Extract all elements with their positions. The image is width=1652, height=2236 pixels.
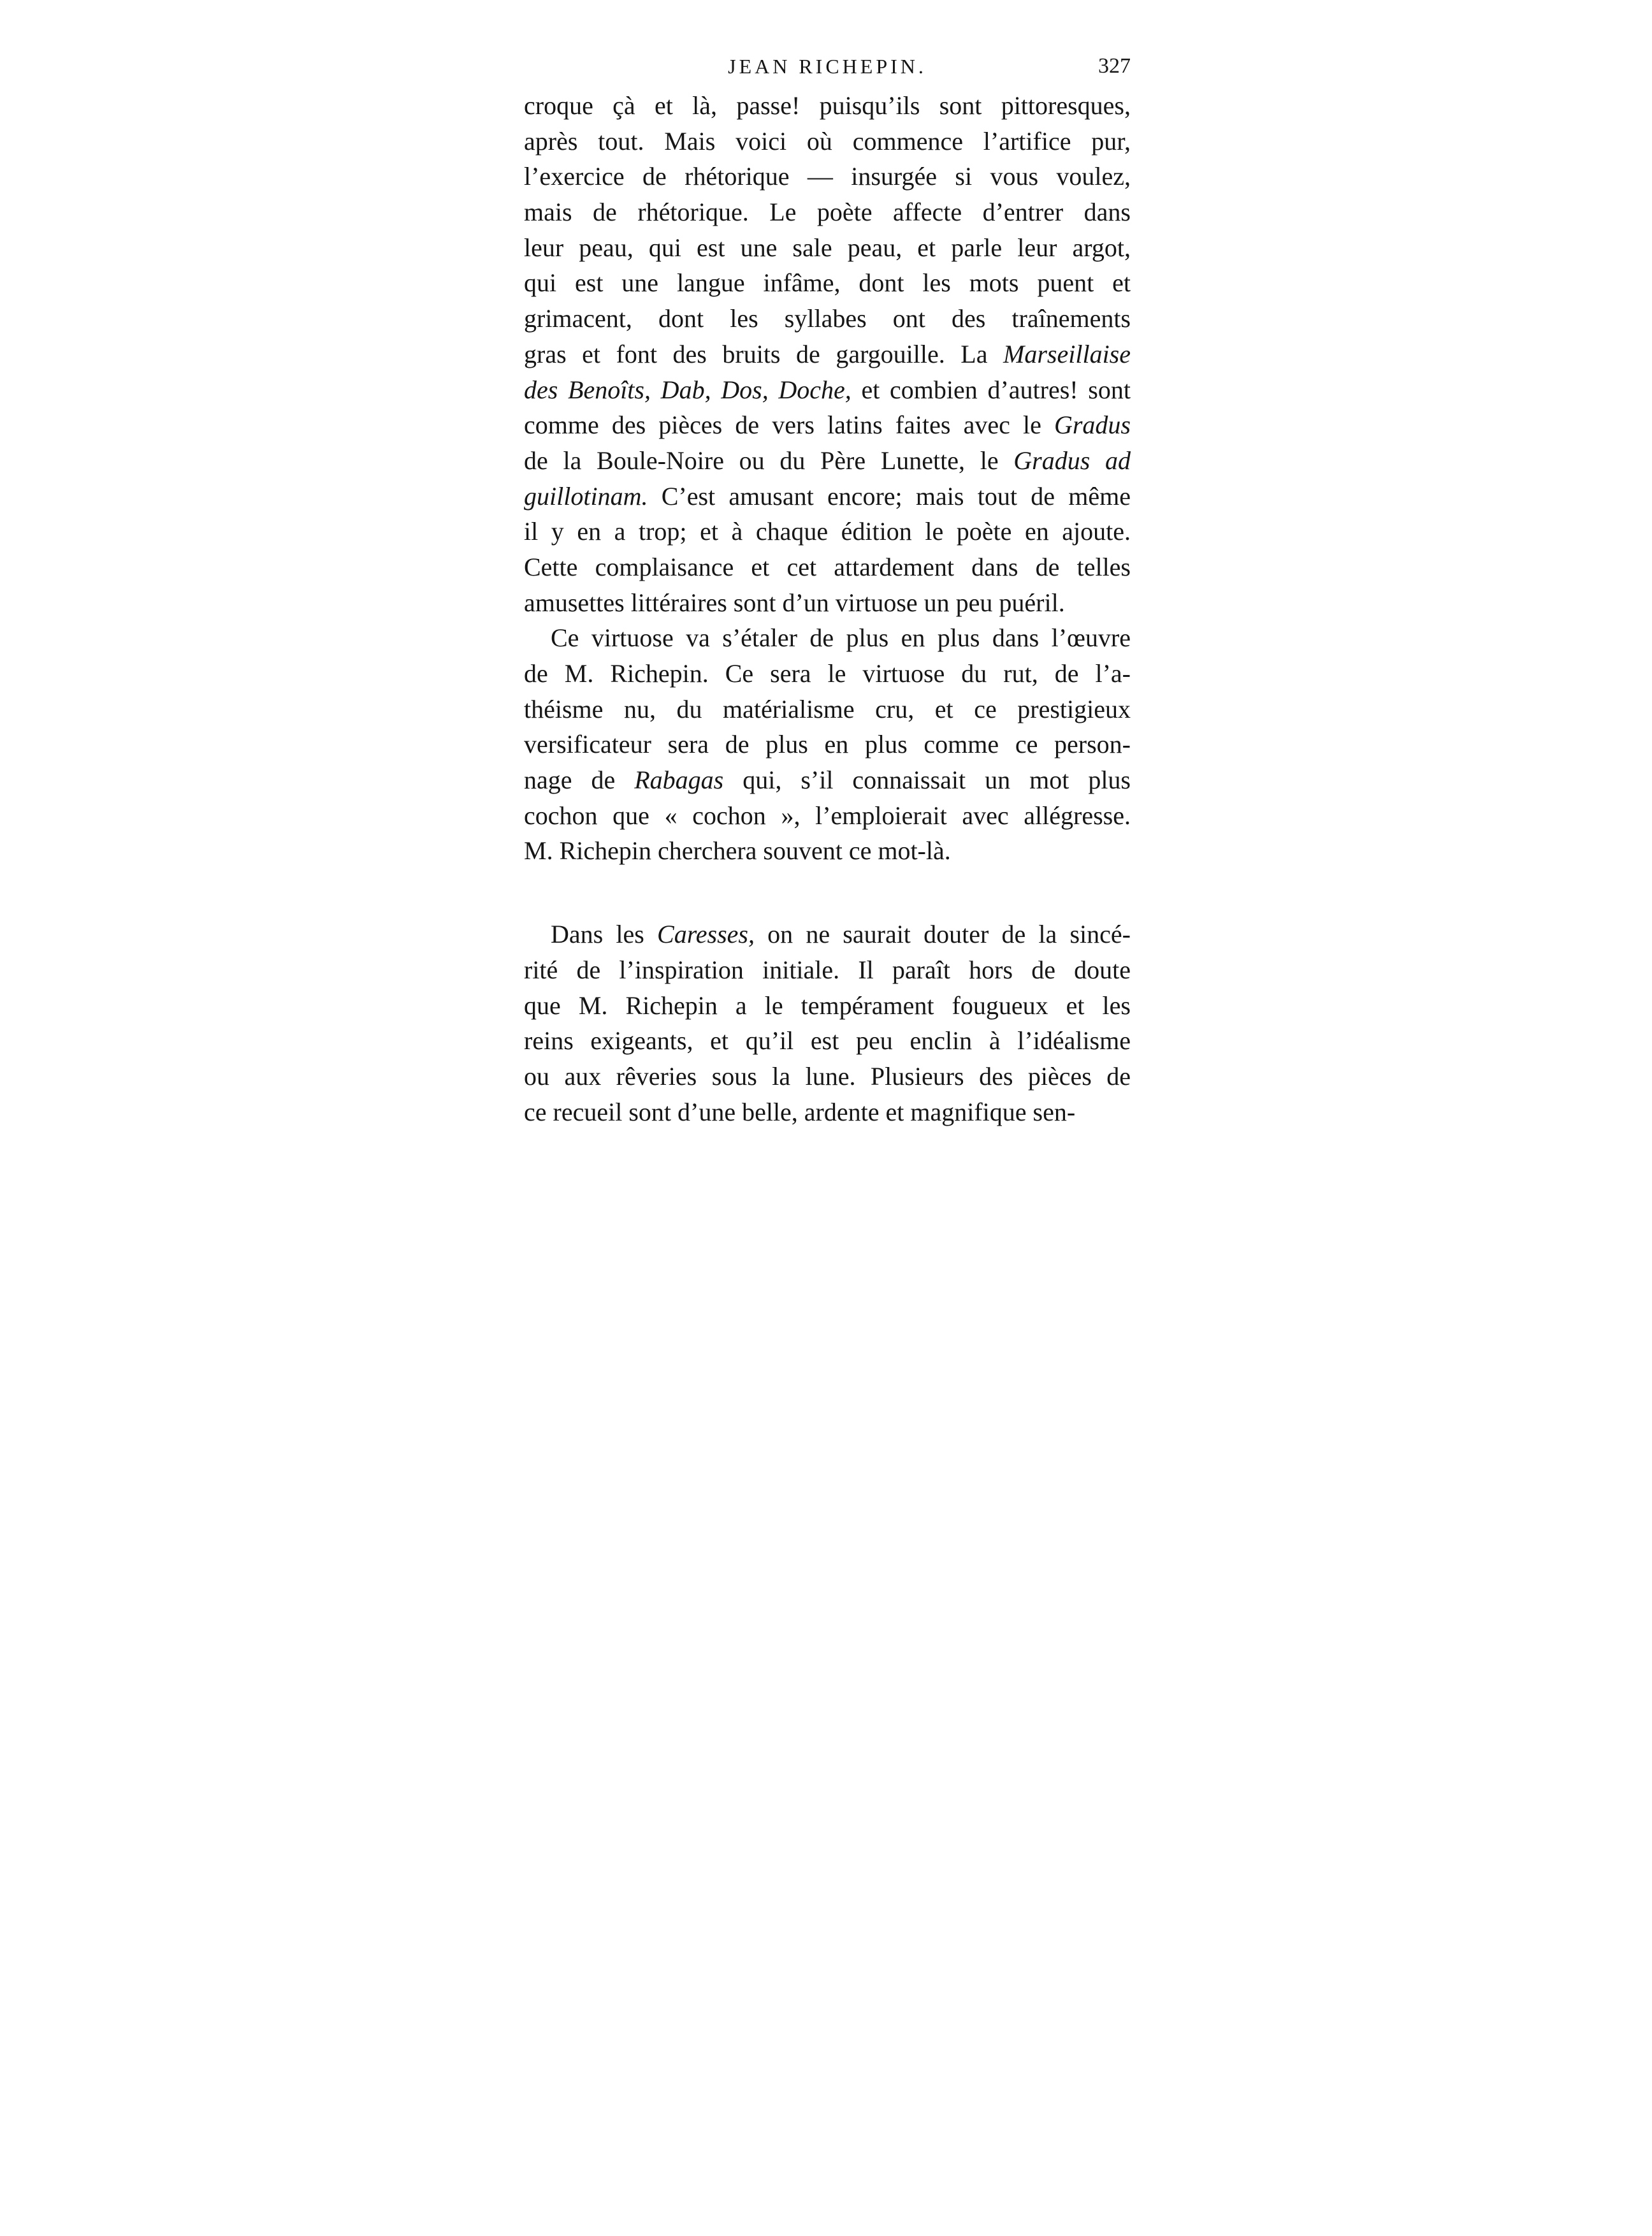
text-segment: amusettes littéraires sont d’un virtuose un peu puéril. xyxy=(524,588,1065,617)
text-line xyxy=(524,917,1131,952)
text-line xyxy=(524,443,1131,479)
text-segment: leur peau, qui est une sale peau, et parle leur argot, xyxy=(524,233,1131,262)
text-segment: grimacent, dont les syllabes ont des traînements xyxy=(524,304,1131,333)
italic-text: Rabagas xyxy=(634,766,724,795)
text-line xyxy=(524,124,1131,159)
text-segment: M. Richepin cherchera souvent ce mot-là. xyxy=(524,836,951,866)
text-line xyxy=(524,88,1131,124)
text-line xyxy=(524,620,1131,656)
italic-text: Gradus xyxy=(1054,410,1131,440)
text-segment: théisme nu, du matérialisme cru, et ce prestigieux xyxy=(524,694,1131,723)
text-line xyxy=(524,1059,1131,1094)
text-segment: Cette complaisance et cet attardement dans de telles xyxy=(524,552,1131,581)
text-segment: il y en a trop; et à chaque édition le poète en ajoute. xyxy=(524,517,1131,546)
text-segment: que M. Richepin a le tempérament fougueux et les xyxy=(524,991,1131,1020)
text-segment: après tout. Mais voici où commence l’artifice pur, xyxy=(524,126,1131,156)
text-segment: de la Boule-Noire ou du Père Lunette, le xyxy=(524,446,1014,475)
text-segment: nage de xyxy=(524,766,635,795)
text-line xyxy=(524,265,1131,301)
text-segment: Ce virtuose va s’étaler de plus en plus dans l’œuvre xyxy=(551,623,1131,653)
text-segment: comme des pièces de vers latins faites avec le xyxy=(524,410,1054,440)
text-line xyxy=(524,230,1131,266)
text-line xyxy=(524,656,1131,692)
text-segment: l’exercice de rhétorique — insurgée si vous voulez, xyxy=(524,162,1131,191)
paragraph xyxy=(524,88,1131,620)
text-segment: on ne saurait douter de la sincé- xyxy=(754,920,1131,949)
text-segment: croque çà et là, passe! puisqu’ils sont pittoresques, xyxy=(524,91,1131,120)
italic-text: Marseillaise xyxy=(1003,339,1131,368)
italic-text: des Benoîts, Dab, Dos, Doche, xyxy=(524,375,851,404)
text-line xyxy=(524,585,1131,621)
text-line xyxy=(524,514,1131,549)
text-segment: mais de rhétorique. Le poète affecte d’entrer dans xyxy=(524,198,1131,227)
text-line xyxy=(524,833,1131,869)
text-line xyxy=(524,952,1131,988)
text-segment: ou aux rêveries sous la lune. Plusieurs des pièces de xyxy=(524,1061,1131,1091)
text-line xyxy=(524,479,1131,514)
page-number: 327 xyxy=(1098,54,1131,78)
text-segment: qui est une langue infâme, dont les mots puent et xyxy=(524,268,1131,298)
page-header xyxy=(524,47,1131,85)
text-line xyxy=(524,372,1131,408)
text-segment: rité de l’inspiration initiale. Il paraît hors de doute xyxy=(524,955,1131,984)
text-line xyxy=(524,727,1131,762)
italic-text: guillotinam. xyxy=(524,481,648,511)
text-segment: versificateur sera de plus en plus comme ce person- xyxy=(524,730,1131,759)
body-text xyxy=(524,88,1131,1129)
text-line xyxy=(524,762,1131,798)
text-line xyxy=(524,692,1131,727)
italic-text: Caresses, xyxy=(657,920,755,949)
text-line xyxy=(524,194,1131,230)
text-line xyxy=(524,1094,1131,1130)
text-segment: et combien d’autres! sont xyxy=(851,375,1131,404)
text-line xyxy=(524,337,1131,372)
text-segment: Dans les xyxy=(551,920,658,949)
text-line xyxy=(524,798,1131,834)
paragraph-spacer xyxy=(524,869,1131,917)
text-line xyxy=(524,549,1131,585)
text-line xyxy=(524,1023,1131,1059)
text-segment: ce recueil sont d’une belle, ardente et magnifique sen- xyxy=(524,1097,1076,1126)
text-line xyxy=(524,301,1131,337)
text-line xyxy=(524,988,1131,1024)
text-segment: de M. Richepin. Ce sera le virtuose du rut, de l’a- xyxy=(524,659,1131,688)
paragraph xyxy=(524,917,1131,1129)
italic-text: Gradus ad xyxy=(1013,446,1131,475)
text-segment: reins exigeants, et qu’il est peu enclin à l’idéalisme xyxy=(524,1026,1131,1056)
text-segment: C’est amusant encore; mais tout de même xyxy=(648,481,1131,511)
running-head: JEAN RICHEPIN. xyxy=(728,55,927,78)
text-segment: cochon que « cochon », l’emploierait avec allégresse. xyxy=(524,801,1131,830)
text-line xyxy=(524,407,1131,443)
text-segment: qui, s’il connaissait un mot plus xyxy=(723,766,1131,795)
text-segment: gras et font des bruits de gargouille. La xyxy=(524,339,1004,368)
text-line xyxy=(524,159,1131,194)
paragraph xyxy=(524,620,1131,869)
